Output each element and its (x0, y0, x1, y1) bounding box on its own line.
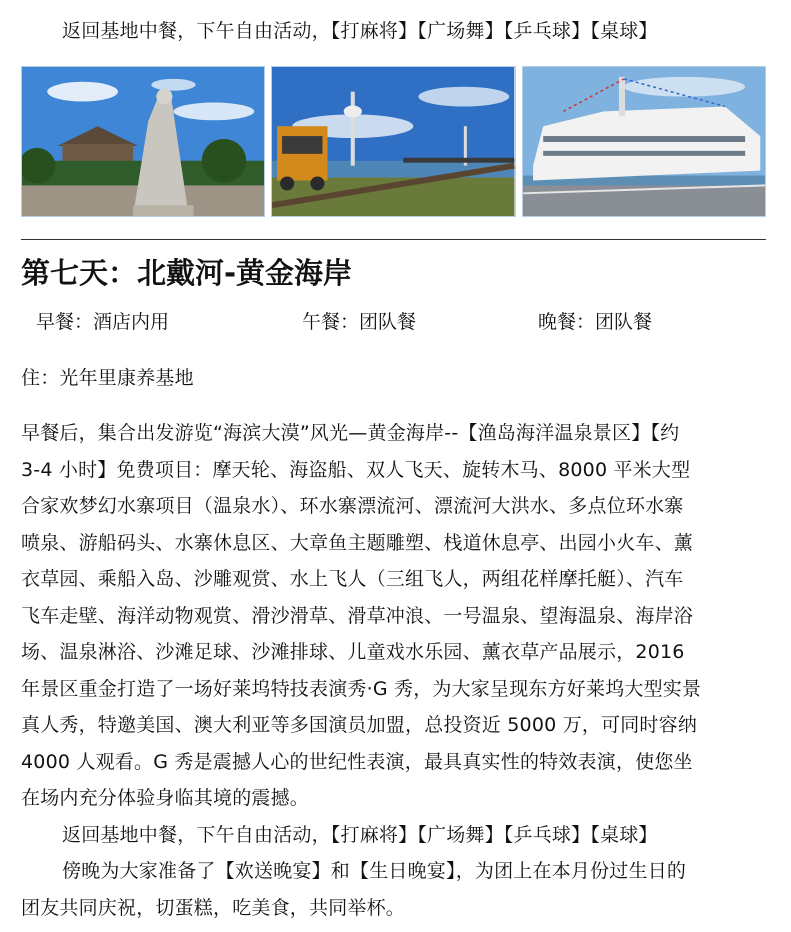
evening-line: 团友共同庆祝，切蛋糕，吃美食，共同举杯。 (21, 897, 406, 919)
statue-photo (21, 66, 265, 217)
body-line: 喷泉、游船码头、水寨休息区、大章鱼主题雕塑、栈道休息亭、出园小火车、薰 (21, 532, 694, 554)
ship-photo (522, 66, 766, 217)
photo-strip (21, 66, 766, 217)
body-line: 场、温泉淋浴、沙滩足球、沙滩排球、儿童戏水乐园、薰衣草产品展示，2016 (21, 641, 685, 663)
body-line: 3-4 小时】免费项目：摩天轮、海盗船、双人飞天、旋转木马、8000 平米大型 (21, 459, 691, 481)
body-line: 合家欢梦幻水寨项目（温泉水）、环水寨漂流河、漂流河大洪水、多点位环水寨 (21, 495, 684, 517)
top-activity-note: 返回基地中餐，下午自由活动，【打麻将】【广场舞】【乒乓球】【桌球】 (62, 20, 658, 42)
breakfast-label: 早餐：酒店内用 (36, 311, 170, 333)
afternoon-activity-note: 返回基地中餐，下午自由活动，【打麻将】【广场舞】【乒乓球】【桌球】 (62, 824, 658, 846)
day-title: 第七天：北戴河-黄金海岸 (21, 256, 353, 290)
body-line: 飞车走壁、海洋动物观赏、滑沙滑草、滑草冲浪、一号温泉、望海温泉、海岸浴 (21, 605, 694, 627)
body-line: 年景区重金打造了一场好莱坞特技表演秀·G 秀，为大家呈现东方好莱坞大型实景 (21, 678, 702, 700)
section-divider (21, 239, 766, 240)
body-line: 4000 人观看。G 秀是震撼人心的世纪性表演，最具真实性的特效表演，使您坐 (21, 751, 693, 773)
body-line: 真人秀，特邀美国、澳大利亚等多国演员加盟，总投资近 5000 万，可同时容纳 (21, 714, 698, 736)
body-line: 在场内充分体验身临其境的震撼。 (21, 787, 310, 809)
body-line: 衣草园、乘船入岛、沙雕观赏、水上飞人（三组飞人，两组花样摩托艇）、汽车 (21, 568, 684, 590)
dinner-label: 晚餐：团队餐 (538, 311, 653, 333)
body-line: 早餐后，集合出发游览“海滨大漠”风光—黄金海岸--【渔岛海洋温泉景区】【约 (21, 422, 680, 444)
accommodation: 住：光年里康养基地 (21, 367, 194, 389)
lunch-label: 午餐：团队餐 (302, 311, 417, 333)
evening-line: 傍晚为大家准备了【欢送晚宴】和【生日晚宴】，为团上在本月份过生日的 (62, 860, 687, 882)
train-tower-photo (271, 66, 515, 217)
